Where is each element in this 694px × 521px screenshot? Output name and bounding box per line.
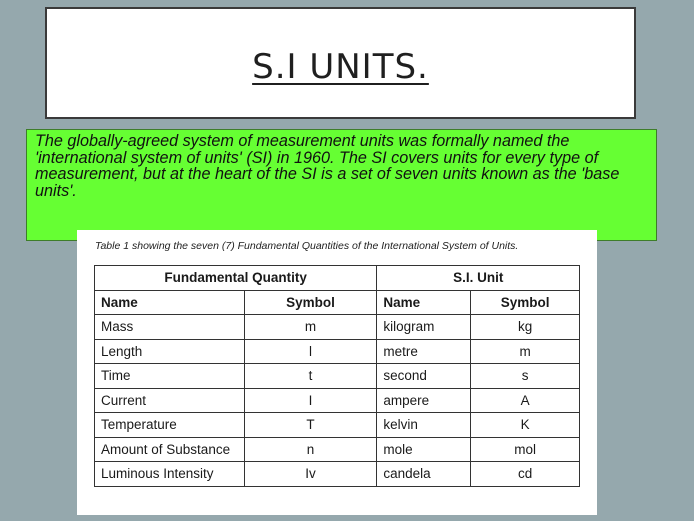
group-header-quantity: Fundamental Quantity (95, 266, 377, 291)
title-box (45, 7, 636, 119)
header-quantity-symbol: Symbol (244, 290, 377, 315)
unit-symbol: cd (471, 462, 580, 487)
quantity-symbol: I (244, 388, 377, 413)
unit-name: kelvin (377, 413, 471, 438)
unit-name: kilogram (377, 315, 471, 340)
unit-name: second (377, 364, 471, 389)
unit-name: candela (377, 462, 471, 487)
table-row (95, 437, 580, 462)
group-header-row (95, 266, 580, 291)
unit-name: mole (377, 437, 471, 462)
quantity-symbol: l (244, 339, 377, 364)
table-panel (77, 230, 597, 515)
quantity-symbol: m (244, 315, 377, 340)
table-caption: Table 1 showing the seven (7) Fundamental Quantities of the International System of Units. (95, 240, 519, 252)
quantity-name: Temperature (95, 413, 245, 438)
header-quantity-name: Name (95, 290, 245, 315)
quantity-name: Current (95, 388, 245, 413)
table-row (95, 364, 580, 389)
table-row (95, 413, 580, 438)
unit-symbol: kg (471, 315, 580, 340)
unit-symbol: A (471, 388, 580, 413)
header-unit-symbol: Symbol (471, 290, 580, 315)
quantity-name: Time (95, 364, 245, 389)
unit-symbol: mol (471, 437, 580, 462)
quantity-name: Length (95, 339, 245, 364)
si-units-table (94, 265, 580, 487)
sub-header-row (95, 290, 580, 315)
quantity-symbol: t (244, 364, 377, 389)
unit-symbol: s (471, 364, 580, 389)
quantity-symbol: Iv (244, 462, 377, 487)
table-row (95, 315, 580, 340)
intro-box (26, 129, 657, 241)
table-row (95, 388, 580, 413)
unit-name: ampere (377, 388, 471, 413)
unit-symbol: K (471, 413, 580, 438)
header-unit-name: Name (377, 290, 471, 315)
quantity-symbol: n (244, 437, 377, 462)
quantity-symbol: T (244, 413, 377, 438)
unit-name: metre (377, 339, 471, 364)
table-row (95, 339, 580, 364)
group-header-unit: S.I. Unit (377, 266, 580, 291)
quantity-name: Luminous Intensity (95, 462, 245, 487)
slide-title: S.I UNITS. (252, 47, 429, 87)
quantity-name: Mass (95, 315, 245, 340)
quantity-name: Amount of Substance (95, 437, 245, 462)
unit-symbol: m (471, 339, 580, 364)
table-row (95, 462, 580, 487)
intro-paragraph: The globally-agreed system of measurement units was formally named the 'international system of units' (SI) in 1960. The SI covers units for every type of measurement, but at the heart of the SI is a set of seven units known as the 'base units'. (35, 132, 620, 200)
